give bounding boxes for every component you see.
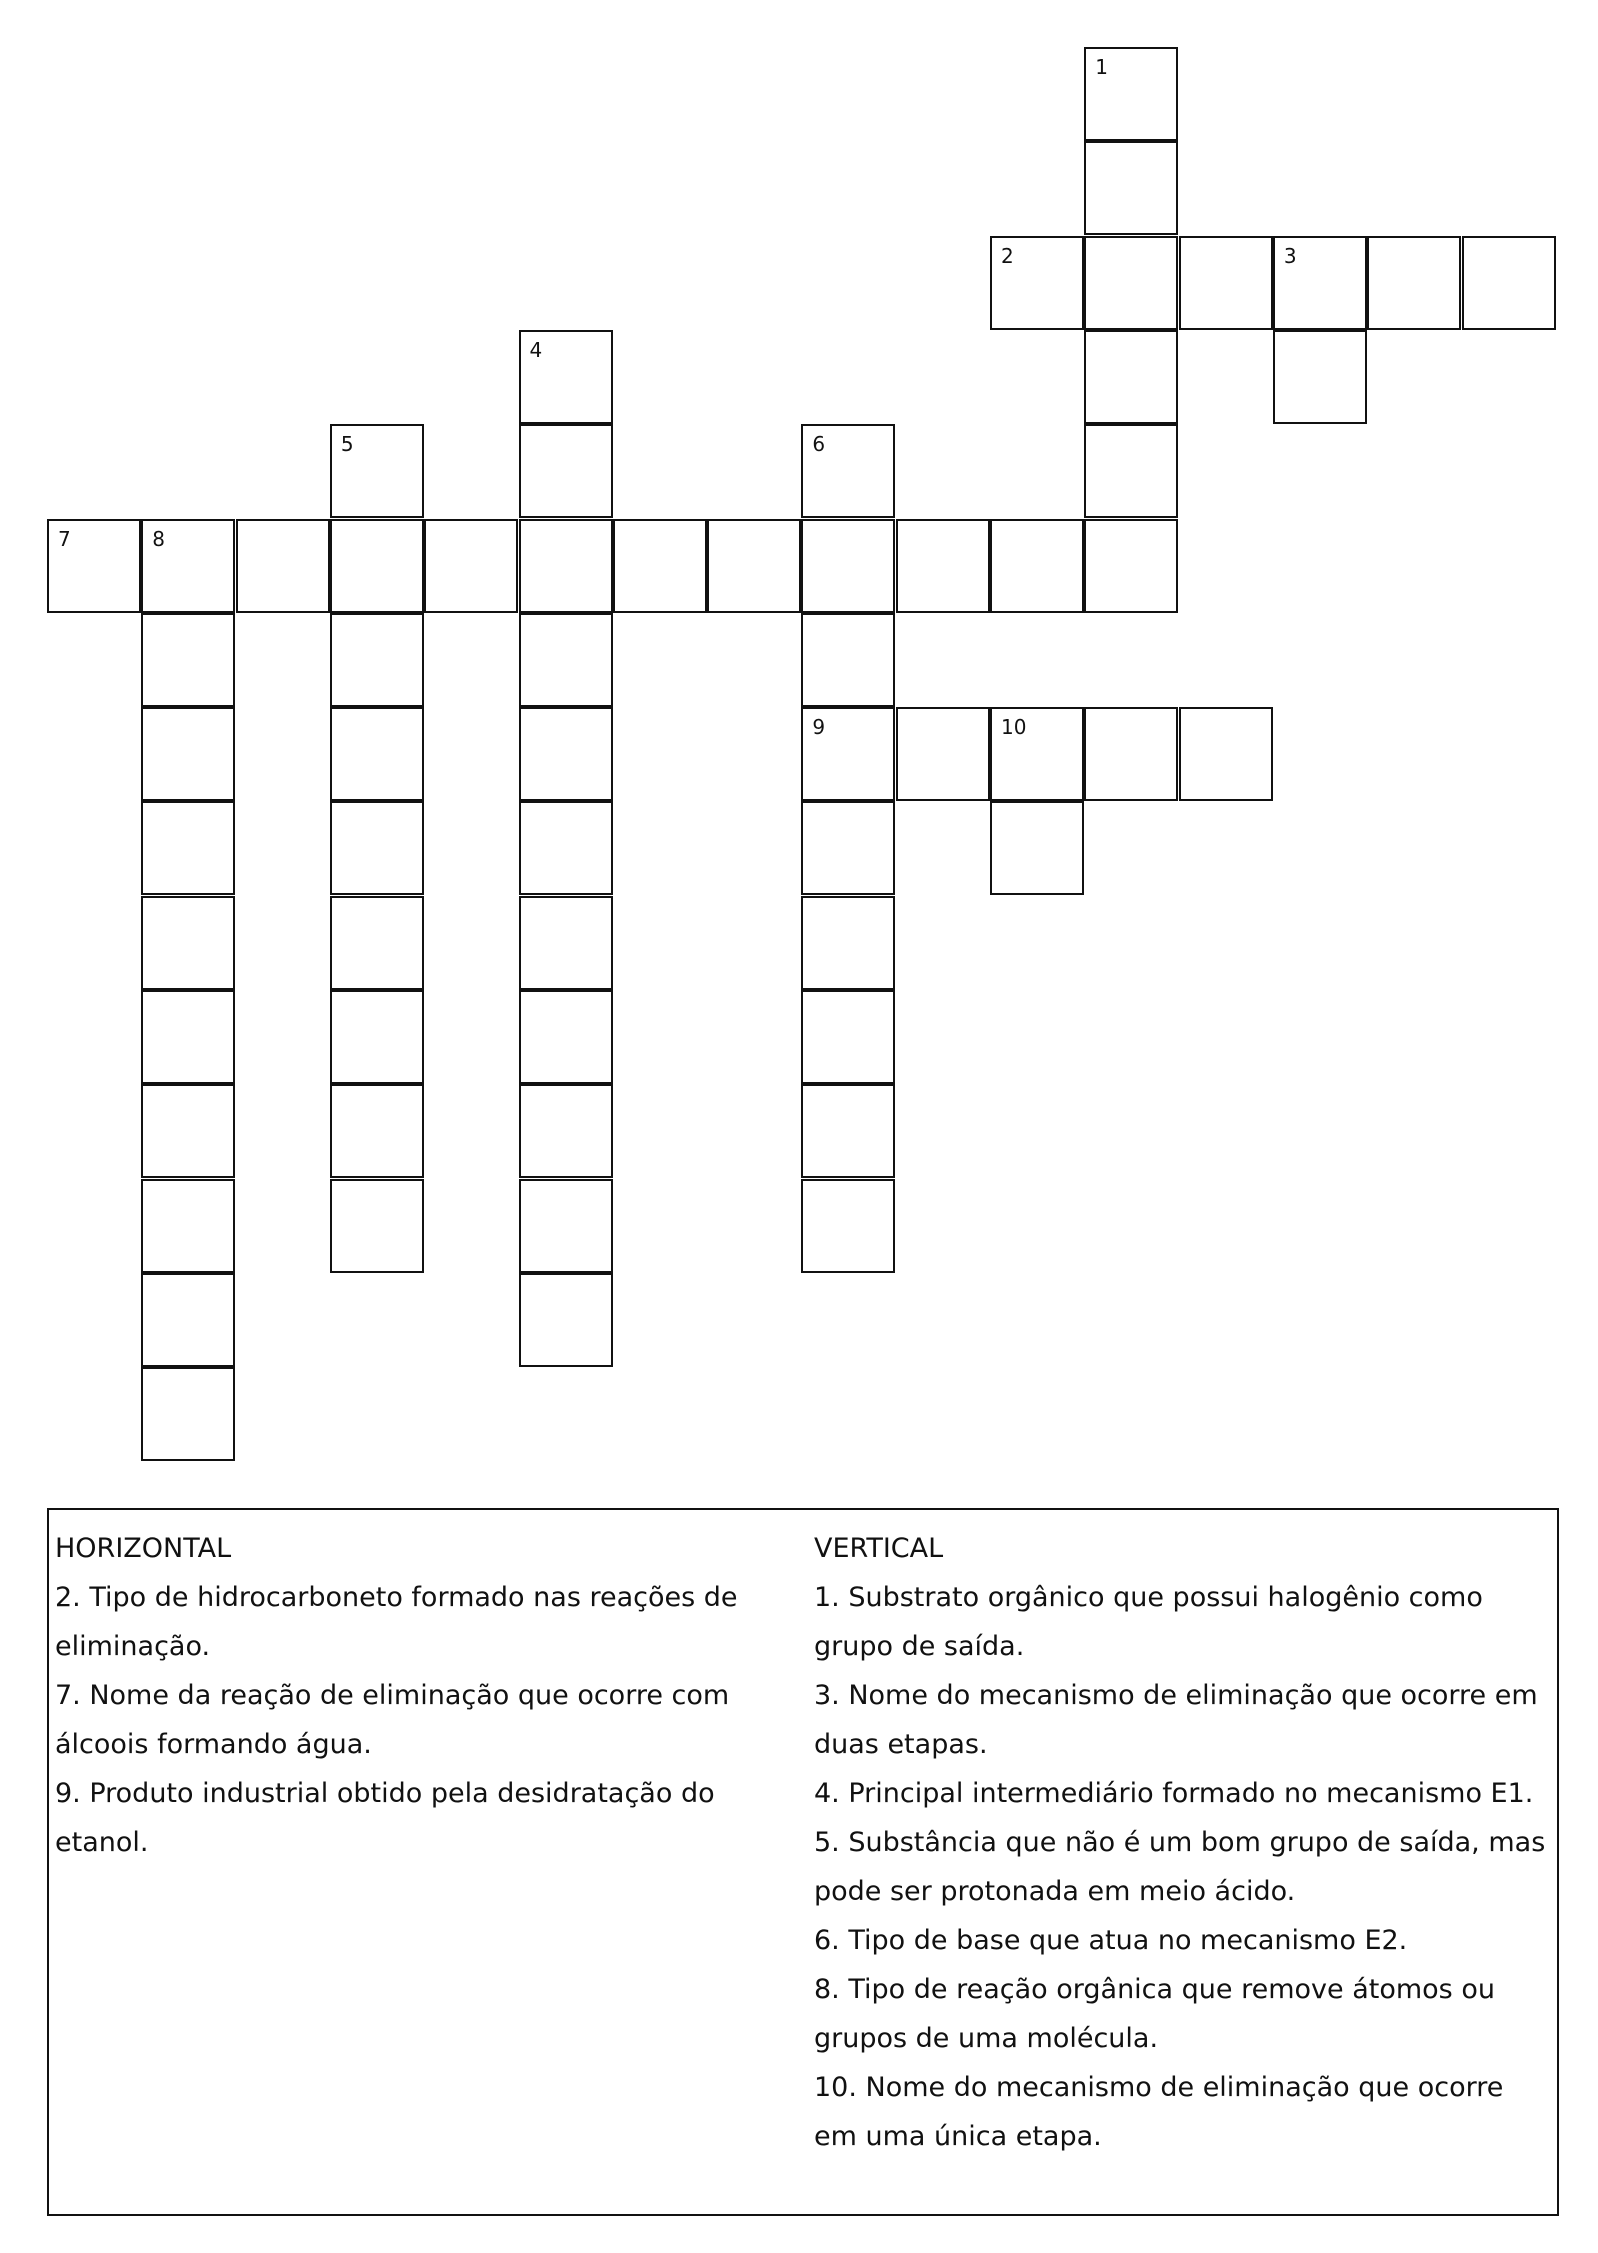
crossword-cell[interactable] bbox=[801, 519, 895, 613]
clue-vertical-6: 6. Tipo de base que atua no mecanismo E2. bbox=[814, 1925, 1408, 1956]
crossword-cell[interactable] bbox=[330, 1179, 424, 1273]
crossword-cell[interactable] bbox=[519, 990, 613, 1084]
crossword-cell[interactable] bbox=[519, 330, 613, 424]
clue-vertical-10: 10. Nome do mecanismo de eliminação que ocorre em uma única etapa. bbox=[814, 2072, 1504, 2152]
crossword-cell[interactable] bbox=[1367, 236, 1461, 330]
crossword-cell[interactable] bbox=[519, 801, 613, 895]
crossword-cell[interactable] bbox=[1084, 707, 1178, 801]
crossword-cell[interactable] bbox=[707, 519, 801, 613]
crossword-cell[interactable] bbox=[330, 707, 424, 801]
crossword-cell[interactable] bbox=[141, 1084, 235, 1178]
clue-number: 10 bbox=[1001, 715, 1027, 740]
crossword-cell[interactable] bbox=[990, 707, 1084, 801]
crossword-cell[interactable] bbox=[141, 519, 235, 613]
crossword-cell[interactable] bbox=[424, 519, 518, 613]
crossword-cell[interactable] bbox=[141, 1179, 235, 1273]
crossword-cell[interactable] bbox=[330, 519, 424, 613]
crossword-cell[interactable] bbox=[801, 613, 895, 707]
horizontal-clues bbox=[55, 1524, 790, 1867]
clue-number: 9 bbox=[812, 715, 826, 740]
crossword-cell[interactable] bbox=[1179, 236, 1273, 330]
crossword-cell[interactable] bbox=[990, 236, 1084, 330]
clue-number: 5 bbox=[340, 432, 354, 457]
crossword-cell[interactable] bbox=[1084, 236, 1178, 330]
crossword-cell[interactable] bbox=[519, 896, 613, 990]
crossword-cell[interactable] bbox=[519, 519, 613, 613]
clue-number: 1 bbox=[1095, 55, 1109, 79]
crossword-cell[interactable] bbox=[519, 1273, 613, 1367]
crossword-cell[interactable] bbox=[519, 424, 613, 518]
crossword-cell[interactable] bbox=[141, 613, 235, 707]
clue-number: 3 bbox=[1283, 243, 1297, 268]
crossword-cell[interactable] bbox=[519, 707, 613, 801]
clue-vertical-5: 5. Substância que não é um bom grupo de saída, mas pode ser protonada em meio ácido. bbox=[814, 1827, 1546, 1907]
crossword-cell[interactable] bbox=[330, 801, 424, 895]
crossword-cell[interactable] bbox=[47, 519, 141, 613]
crossword-cell[interactable] bbox=[896, 707, 990, 801]
crossword-cell[interactable] bbox=[141, 990, 235, 1084]
crossword-cell[interactable] bbox=[613, 519, 707, 613]
clue-horizontal-9: 9. Produto industrial obtido pela desidratação do etanol. bbox=[55, 1778, 715, 1858]
crossword-cell[interactable] bbox=[801, 801, 895, 895]
clue-vertical-4: 4. Principal intermediário formado no mecanismo E1. bbox=[814, 1778, 1534, 1809]
clue-number: 7 bbox=[58, 526, 71, 551]
crossword-cell[interactable] bbox=[990, 801, 1084, 895]
crossword-cell[interactable] bbox=[1084, 141, 1178, 235]
crossword-cell[interactable] bbox=[236, 519, 330, 613]
crossword-cell[interactable] bbox=[1273, 330, 1367, 424]
crossword-cell[interactable] bbox=[801, 424, 895, 518]
clue-vertical-3: 3. Nome do mecanismo de eliminação que ocorre em duas etapas. bbox=[814, 1680, 1538, 1760]
crossword-cell[interactable] bbox=[141, 801, 235, 895]
crossword-cell[interactable] bbox=[990, 519, 1084, 613]
clue-number: 4 bbox=[529, 337, 543, 362]
crossword-cell[interactable] bbox=[330, 424, 424, 518]
clue-vertical-1: 1. Substrato orgânico que possui halogênio como grupo de saída. bbox=[814, 1582, 1483, 1662]
crossword-cell[interactable] bbox=[896, 519, 990, 613]
crossword-cell[interactable] bbox=[1273, 236, 1367, 330]
clue-number: 8 bbox=[152, 526, 166, 551]
clue-horizontal-2: 2. Tipo de hidrocarboneto formado nas reações de eliminação. bbox=[55, 1582, 738, 1662]
clue-horizontal-7: 7. Nome da reação de eliminação que ocorre com álcoois formando água. bbox=[55, 1680, 730, 1760]
crossword-cell[interactable] bbox=[141, 896, 235, 990]
clue-number: 6 bbox=[812, 432, 826, 457]
crossword-cell[interactable] bbox=[519, 1179, 613, 1273]
crossword-cell[interactable] bbox=[801, 990, 895, 1084]
vertical-heading: VERTICAL bbox=[814, 1533, 944, 1564]
horizontal-heading: HORIZONTAL bbox=[55, 1533, 232, 1564]
crossword-cell[interactable] bbox=[330, 613, 424, 707]
clue-vertical-8: 8. Tipo de reação orgânica que remove átomos ou grupos de uma molécula. bbox=[814, 1974, 1495, 2054]
crossword-cell[interactable] bbox=[801, 1084, 895, 1178]
crossword-cell[interactable] bbox=[1084, 330, 1178, 424]
clue-number: 2 bbox=[1001, 243, 1014, 268]
crossword-cell[interactable] bbox=[330, 1084, 424, 1178]
crossword-cell[interactable] bbox=[1084, 424, 1178, 518]
crossword-cell[interactable] bbox=[801, 1179, 895, 1273]
crossword-cell[interactable] bbox=[519, 613, 613, 707]
crossword-cell[interactable] bbox=[141, 1273, 235, 1367]
crossword-cell[interactable] bbox=[1179, 707, 1273, 801]
clues-box bbox=[47, 1508, 1559, 2216]
crossword-cell[interactable] bbox=[1084, 47, 1178, 141]
vertical-clues bbox=[814, 1524, 1549, 2161]
crossword-cell[interactable] bbox=[141, 707, 235, 801]
crossword-cell[interactable] bbox=[801, 707, 895, 801]
crossword-cell[interactable] bbox=[1462, 236, 1556, 330]
crossword-cell[interactable] bbox=[330, 896, 424, 990]
crossword-cell[interactable] bbox=[330, 990, 424, 1084]
crossword-cell[interactable] bbox=[519, 1084, 613, 1178]
crossword-cell[interactable] bbox=[801, 896, 895, 990]
crossword-cell[interactable] bbox=[1084, 519, 1178, 613]
crossword-cell[interactable] bbox=[141, 1367, 235, 1461]
